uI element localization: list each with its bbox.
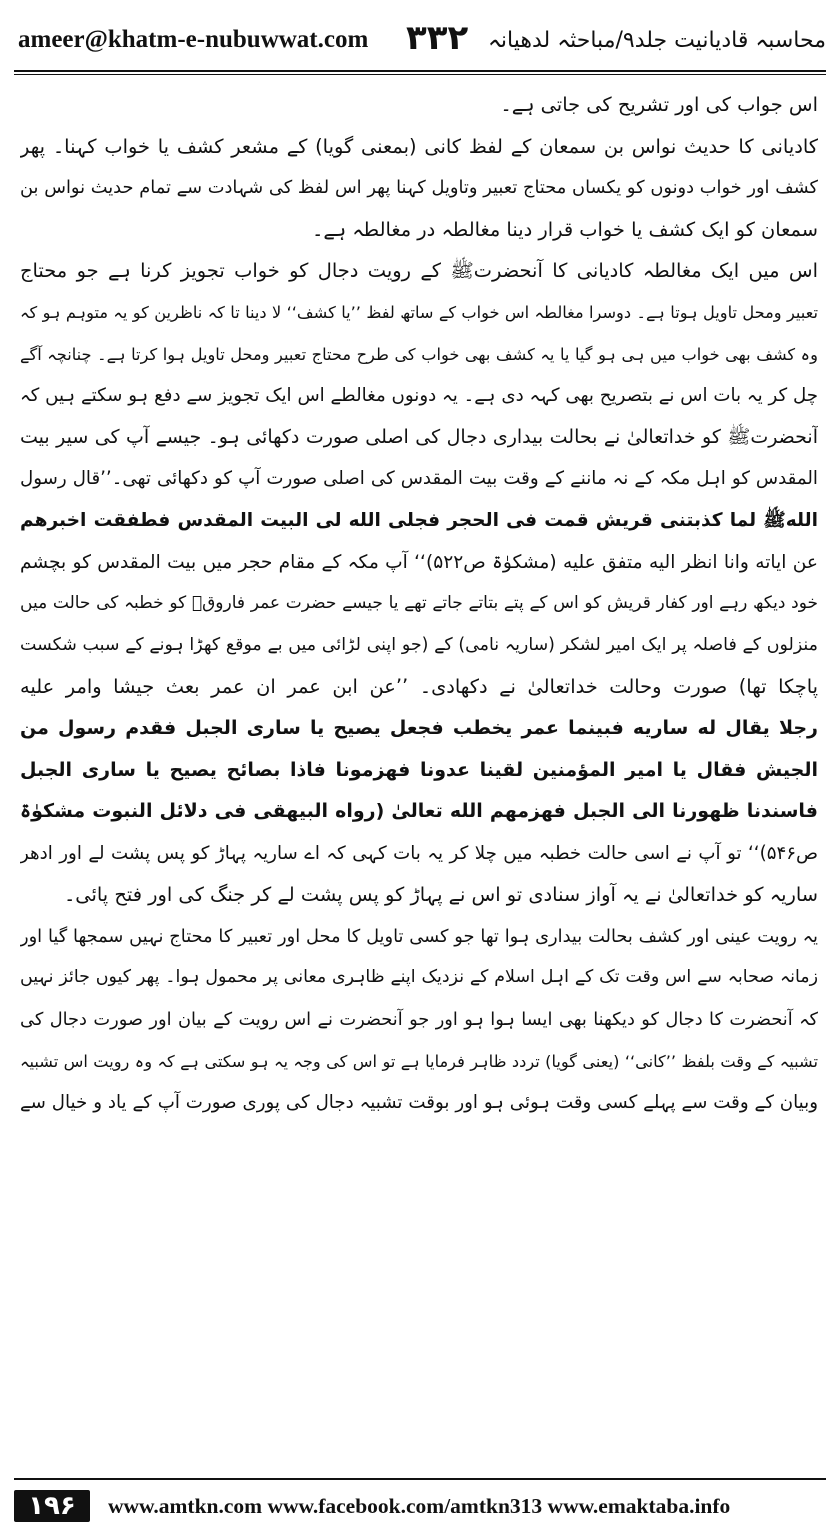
text-line: ص۵۴۶)‘‘ تو آپ نے اسی حالت خطبہ میں چلا کر یہ بات کہی کہ اے ساریہ پہاڑ کو پس پشت لے اور ادھر	[20, 842, 818, 864]
page-footer	[14, 1486, 826, 1526]
footer-page-number: ۱۹۶	[14, 1490, 90, 1522]
text-line: اللهﷺ لما کذبتنی قریش قمت فی الحجر فجلی الله لی البیت المقدس فطفقت اخبرهم	[20, 509, 818, 531]
header-book-title: محاسبہ قادیانیت جلد۹/مباحثہ لدھیانہ	[488, 27, 826, 53]
footer-divider	[14, 1478, 826, 1480]
text-line: چل کر یہ بات اس نے بتصریح بھی کہہ دی ہے۔ یہ دونوں مغالطے اس ایک تجویز سے دفع ہو سکتے ہیں کہ	[20, 385, 818, 407]
text-line: پاچکا تھا) صورت وحالت خداتعالیٰ نے دکھادی۔ ’’عن ابن عمر ان عمر بعث جیشا وامر علیه	[20, 675, 818, 699]
header-page-number: ۳۳۲	[406, 18, 469, 58]
page-header	[18, 14, 826, 66]
text-line: کادیانی کا حدیث نواس بن سمعان کے لفظ کانی (بمعنی گویا) کے مشعر کشف یا خواب کہنا۔ پھر	[20, 134, 818, 158]
text-line: تشبیہ کے وقت بلفظ ’’کانی‘‘ (یعنی گویا) تردد ظاہر فرمایا ہے تو اس کی وجہ یہ ہو سکتی ہے کہ وہ رویت اس تشبیہ	[20, 1051, 818, 1071]
page-body	[20, 84, 818, 1462]
text-line: الجیش فقال یا امیر المؤمنین لقینا عدونا فهزمونا فاذا بصائح یصیح یا ساری الجبل	[20, 758, 818, 781]
header-divider	[14, 70, 826, 75]
text-line: منزلوں کے فاصلہ پر ایک امیر لشکر (ساریہ نامی) کے (جو اپنی لڑائی میں بے موقع کھڑا ہونے کے سبب شکست	[20, 634, 818, 655]
text-line: زمانہ صحابہ سے اس وقت تک کے اہل اسلام کے نزدیک اپنے ظاہری معانی پر محمول ہوا۔ پھر کیوں جائز نہیں	[20, 967, 818, 988]
footer-links[interactable]: www.amtkn.com www.facebook.com/amtkn313 www.emaktaba.info	[108, 1493, 731, 1518]
text-line: تعبیر ومحل تاویل ہوتا ہے۔ دوسرا مغالطہ اس خواب کے ساتھ لفظ ’’یا کشف‘‘ لا دینا تا کہ ناظرین کو یہ متوہم ہو کہ	[20, 302, 818, 322]
text-line: کہ آنحضرت کا دجال کو دیکھنا بھی ایسا ہوا ہو اور جو آنحضرت نے اس رویت کے بیان اور صورت دجال کی	[20, 1009, 818, 1031]
text-line: اس جواب کی اور تشریح کی جاتی ہے۔	[500, 93, 818, 116]
text-line: اس میں ایک مغالطہ کادیانی کا آنحضرتﷺ کے رویت دجال کو خواب تجویز کرنا ہے جو محتاج	[20, 259, 818, 283]
text-line: المقدس کو اہل مکہ کے نہ ماننے کے وقت بیت المقدس کی اصلی صورت آپ کو دکھائی تھی۔’’قال رسول	[20, 468, 818, 490]
text-line: یہ رویت عینی اور کشف بحالت بیداری ہوا تھا جو کسی تاویل کا محل اور تعبیر کا محتاج نہیں سمجھا گیا اور	[20, 925, 818, 947]
text-line: کشف اور خواب دونوں کو یکساں محتاج تعبیر وتاویل کہنا پھر اس لفظ کی شہادت سے تمام حدیث نواس بن	[20, 177, 818, 199]
text-line: سمعان کو ایک کشف یا خواب قرار دینا مغالطہ در مغالطہ ہے۔	[312, 217, 818, 241]
header-email[interactable]: ameer@khatm-e-nubuwwat.com	[18, 26, 369, 53]
text-line: عن ایاته وانا انظر الیه متفق علیه (مشکوٰۃ ص۵۲۲)‘‘ آپ مکہ کے مقام حجر میں بیت المقدس کو بچشم	[20, 551, 818, 573]
text-line: ساریہ کو خداتعالیٰ نے یہ آواز سنادی تو اس نے پہاڑ کو پس پشت لے کر جنگ کی اور فتح پائی۔	[63, 883, 818, 907]
text-line: خود دیکھ رہے اور کفار قریش کو اس کے پتے بتاتے جاتے تھے یا جیسے حضرت عمر فاروقؓ کو خطبہ کی حالت میں	[20, 593, 818, 614]
text-line: وہ کشف بھی خواب میں ہی ہو گیا یا یہ کشف بھی خواب کی طرح محتاج تعبیر ومحل تاویل ہوا کرتا ہے۔ چنانچہ آگے	[20, 344, 818, 364]
text-line: وبیان کے وقت سے پہلے کسی وقت ہوئی ہو اور بوقت تشبیہ دجال کی پوری صورت آپ کے یاد و خیال سے	[20, 1092, 818, 1114]
text-line: آنحضرتﷺ کو خداتعالیٰ نے بحالت بیداری دجال کی اصلی صورت دکھائی ہو۔ جیسے آپ کی سیر بیت	[20, 425, 818, 448]
text-line: فاسندنا ظهورنا الی الجبل فهزمهم الله تعالیٰ (رواه البیهقی فی دلائل النبوت مشکوٰۃ	[20, 800, 818, 823]
text-line: رجلا یقال له ساریه فبینما عمر یخطب فجعل یصیح یا ساری الجبل فقدم رسول من	[20, 716, 818, 739]
